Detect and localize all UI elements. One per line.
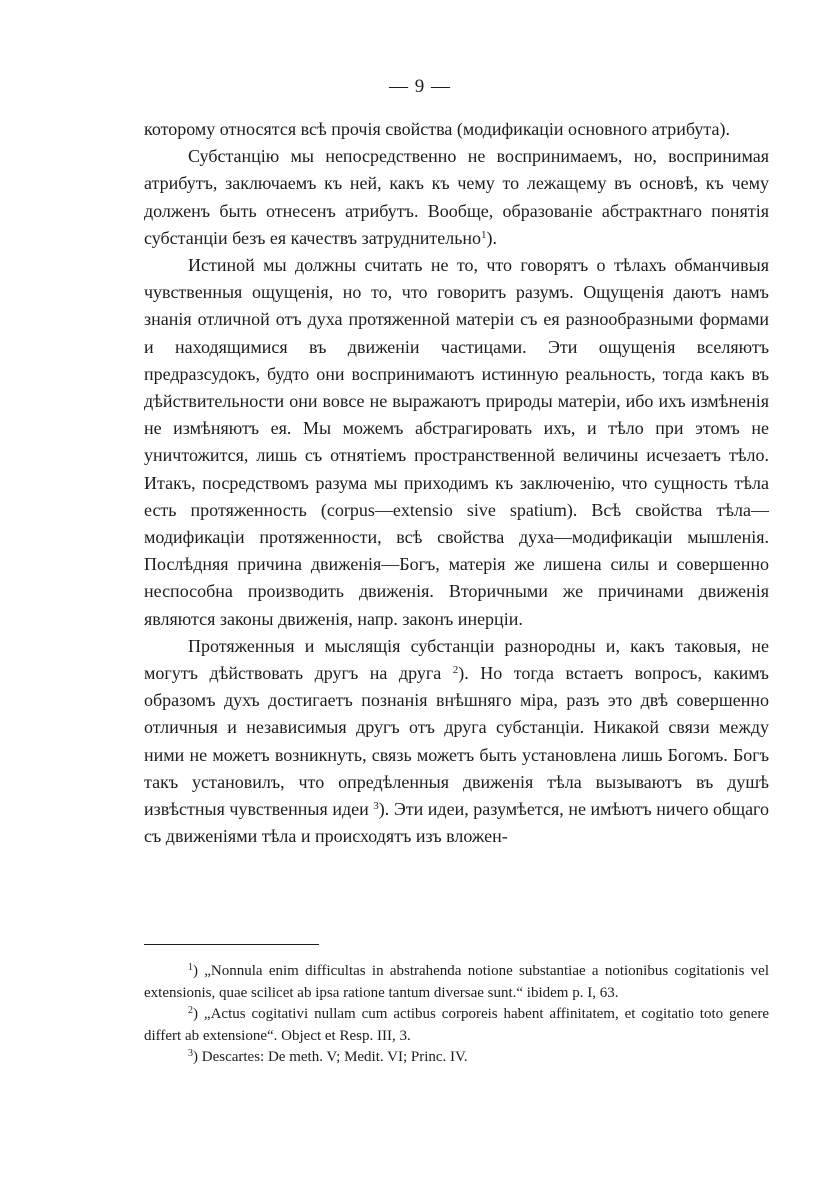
footnote: $^2$) „Actus cogitativi nullam cum actibus corporeis habent affinitatem, et cogitatio toto genere differt ab extensione“. Object et Resp. III, 3. bbox=[144, 1005, 769, 1044]
footnote: $^3$) Descartes: De meth. V; Medit. VI; Princ. IV. bbox=[188, 1048, 468, 1065]
footnote-ref: 3 bbox=[373, 800, 379, 813]
page-number: — 9 — bbox=[389, 76, 451, 97]
paragraph: Субстанцію мы непосредственно не воспринимаемъ, но, воспринимая атрибутъ, заключаемъ къ ней, какъ къ чему то лежащему въ основѣ, къ чему долженъ быть отнесенъ атрибутъ. Вообще, образованіе абстрактнаго понятія субстанціи безъ ея качествъ затруднительно$^1$). bbox=[144, 146, 769, 248]
footnote: $^1$) „Nonnula enim difficultas in abstrahenda notione substantiae a notionibus cogitationis vel extensionis, quae scilicet ab ipsa ratione tantum diversae sunt.“ ibidem p. I, 63. bbox=[144, 962, 769, 1001]
footnote-divider bbox=[144, 944, 319, 945]
footnotes bbox=[144, 961, 769, 1069]
paragraph: Протяженныя и мыслящія субстанціи разнородны и, какъ таковыя, не могутъ дѣйствовать другъ на друга $^2$). Но тогда встаетъ вопросъ, какимъ образомъ духъ достигаетъ познанія внѣшняго міра, разъ это двѣ совершенно отличныя и независимыя другъ отъ друга субстанціи. Никакой связи между ними не можетъ возникнуть, связь можетъ быть установлена лишь Богомъ. Богъ такъ установилъ, что опредѣленныя движенія тѣла вызываютъ въ душѣ извѣстныя чувственныя идеи $^3$). Эти идеи, разумѣется, не имѣютъ ничего общаго съ движеніями тѣла и происходятъ изъ вложен- bbox=[144, 635, 769, 847]
main-text bbox=[144, 116, 769, 850]
paragraph: Истиной мы должны считать не то, что говорятъ о тѣлахъ обманчивыя чувственныя ощущенія, но то, что говоритъ разумъ. Ощущенія даютъ намъ знанія отличной отъ духа протяженной матеріи съ ея разнообразными формами и находящимися въ движеніи частицами. Эти ощущенія вселяютъ предразсудокъ, будто они воспринимаютъ истинную реальность, тогда какъ въ дѣйствительности они вовсе не выражаютъ природы матеріи, ибо ихъ измѣненія не измѣняютъ ея. Мы можемъ абстрагировать ихъ, и тѣло при этомъ не уничтожится, лишь съ отнятіемъ пространственной величины исчезаетъ тѣло. Итакъ, посредствомъ разума мы приходимъ къ заключенію, что сущность тѣла есть протяженность (corpus—extensio sive spatium). Всѣ свойства тѣла—модификаціи протяженности, всѣ свойства духа—модификаціи мышленія. Послѣдняя причина движенія—Богъ, матерія же лишена силы и совершенно неспособна производить движенія. Вторичными же причинами движенія являются законы движенія, напр. законъ инерціи. bbox=[144, 255, 769, 629]
footnote-ref: 2 bbox=[452, 664, 459, 677]
footnote-ref: 1 bbox=[481, 228, 487, 241]
paragraph: которому относятся всѣ прочія свойства (модификаціи основного атрибута). bbox=[144, 119, 730, 139]
